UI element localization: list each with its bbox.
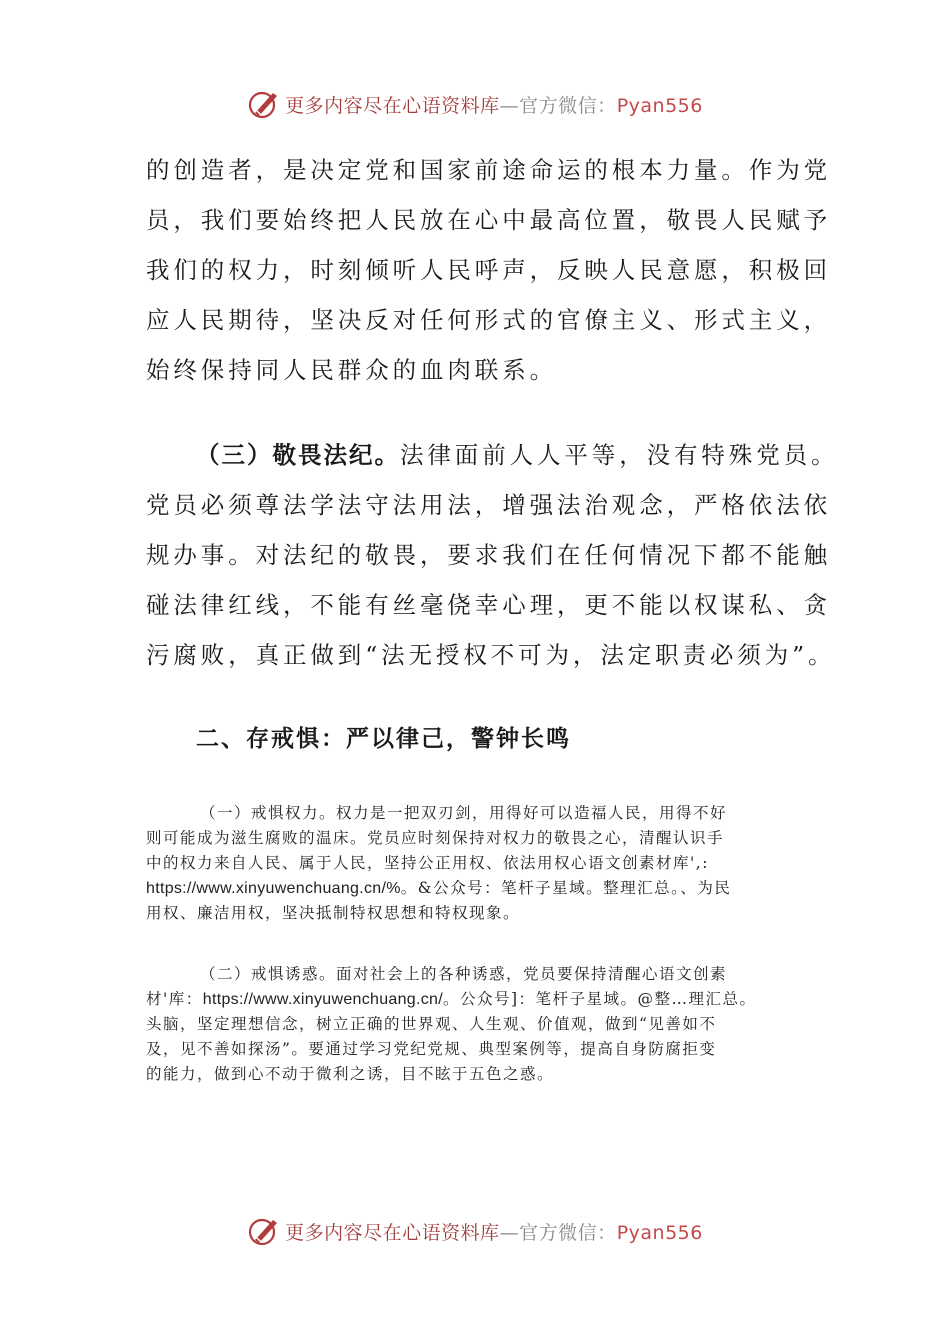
url-link[interactable]: https://www.xinyuwenchuang.cn/ [202, 991, 443, 1008]
text-line: 头脑，坚定理想信念，树立正确的世界观、人生观、价值观，做到“见善如不 [146, 1015, 717, 1033]
section-heading: 二、存戒惧：严以律己，警钟长鸣 [196, 726, 571, 752]
text-line: 用权、廉洁用权，坚决抵制特权思想和特权现象。 [146, 904, 521, 922]
text-line: 员，我们要始终把人民放在心中最高位置，敬畏人民赋予 [146, 206, 831, 234]
text-line: 的创造者，是决定党和国家前途命运的根本力量。作为党 [146, 156, 831, 184]
text-line: 中的权力来自人民、属于人民，坚持公正用权、依法用权心语文创素材库',: [146, 854, 709, 872]
banner-wechat-id: Pyan556 [616, 1221, 703, 1244]
text-span: 。&公众号：笔杆子星域。整理汇总。、为民 [400, 879, 732, 897]
text-line [196, 438, 866, 472]
text-span: 。公众号]：笔杆子星域。@整…理汇总。 [443, 990, 757, 1008]
text-line: 污腐败，真正做到“法无授权不可为，法定职责必须为”。 [146, 641, 836, 669]
url-link[interactable]: https://www.xinyuwenchuang.cn/% [146, 880, 401, 897]
text-line: （一）戒惧权力。权力是一把双刃剑，用得好可以造福人民，用得不好 [200, 804, 728, 822]
footer-watermark-banner [0, 1211, 950, 1251]
text-line [146, 877, 816, 900]
text-line: 应人民期待，坚决反对任何形式的官僚主义、形式主义， [146, 306, 831, 334]
text-line: 碰法律红线，不能有丝毫侥幸心理，更不能以权谋私、贪 [146, 591, 831, 619]
banner-wechat-label: 官方微信： [519, 94, 617, 117]
banner-text: 更多内容尽在心语资料库 [285, 94, 500, 117]
banner-text: 更多内容尽在心语资料库 [285, 1221, 500, 1244]
header-watermark-banner [0, 84, 950, 124]
text-line: 我们的权力，时刻倾听人民呼声，反映人民意愿，积极回 [146, 256, 831, 284]
text-line: 及，见不善如探汤”。要通过学习党纪党规、典型案例等，提高自身防腐拒变 [146, 1040, 717, 1058]
text-line: 则可能成为滋生腐败的温床。党员应时刻保持对权力的敬畏之心，清醒认识手 [146, 829, 725, 847]
text-line: 党员必须尊法学法守法用法，增强法治观念，严格依法依 [146, 491, 831, 519]
banner-wechat-label: 官方微信： [519, 1221, 617, 1244]
text-line: 的能力，做到心不动于微利之诱，目不眩于五色之惑。 [146, 1065, 555, 1083]
text-line [146, 988, 816, 1011]
subheading-bold: （三）敬畏法纪。 [196, 441, 400, 469]
banner-dash: — [499, 1221, 520, 1244]
text-span: 法律面前人人平等，没有特殊党员。 [400, 441, 839, 469]
banner-wechat-id: Pyan556 [616, 94, 703, 117]
text-line: 规办事。对法纪的敬畏，要求我们在任何情况下都不能触 [146, 541, 831, 569]
pen-logo-icon [247, 87, 281, 121]
text-line: （二）戒惧诱惑。面对社会上的各种诱惑，党员要保持清醒心语文创素 [200, 965, 728, 983]
text-span: 材'库： [146, 990, 203, 1008]
pen-logo-icon [247, 1214, 281, 1248]
banner-dash: — [499, 94, 520, 117]
text-line: 始终保持同人民群众的血肉联系。 [146, 356, 557, 384]
